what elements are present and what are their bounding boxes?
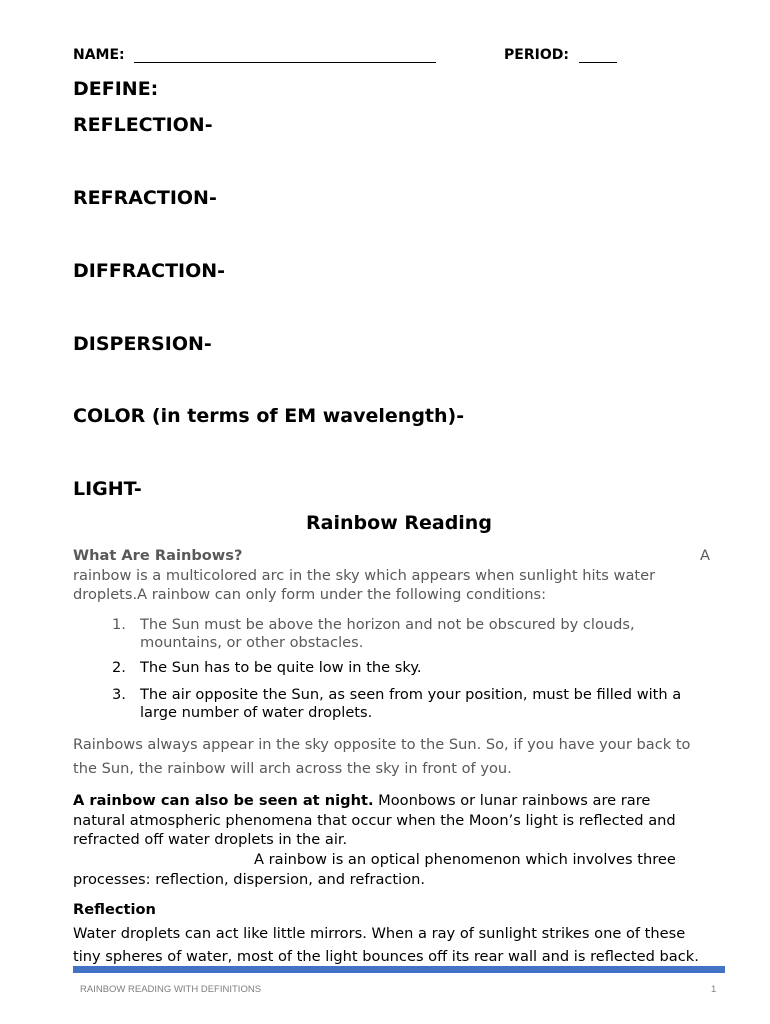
reading-title: Rainbow Reading [306,512,492,534]
opposite-line: the Sun, the rainbow will arch across the sky in front of you. [73,760,512,777]
condition-item [112,686,712,726]
term-color: COLOR (in terms of EM wavelength)- [73,405,465,427]
night-paragraph-line: refracted off water droplets in the air. [73,831,348,848]
list-number: 2. [112,659,126,676]
list-text: The Sun must be above the horizon and not be obscured by clouds, [140,616,635,633]
reflection-line: Water droplets can act like little mirrors. When a ray of sunlight strikes one of these [73,925,686,942]
footer-accent-bar [73,966,725,973]
intro-line: rainbow is a multicolored arc in the sky which appears when sunlight hits water [73,567,656,584]
condition-item [112,616,712,656]
name-blank-line [134,62,436,63]
period-blank-line [579,62,617,63]
list-number: 1. [112,616,126,633]
list-text: The Sun has to be quite low in the sky. [140,659,422,676]
night-bold-lead: A rainbow can also be seen at night. [73,792,374,809]
condition-item [112,659,712,679]
night-paragraph-line: natural atmospheric phenomena that occur when the Moon’s light is reflected and [73,812,676,829]
optical-line: A rainbow is an optical phenomenon which involves three [254,851,676,868]
page-number: 1 [711,984,717,995]
night-paragraph-line [73,791,713,811]
night-text: Moonbows or lunar rainbows are rare [373,792,651,809]
term-reflection: REFLECTION- [73,114,213,136]
term-refraction: REFRACTION- [73,187,217,209]
list-number: 3. [112,686,126,703]
reflection-heading: Reflection [73,901,156,918]
define-heading: DEFINE: [73,78,159,100]
list-text: mountains, or other obstacles. [140,634,364,651]
name-label: NAME: [73,47,125,63]
reflection-line: tiny spheres of water, most of the light bounces off its rear wall and is reflected back. [73,948,699,965]
optical-line: processes: reflection, dispersion, and refraction. [73,871,426,888]
opposite-line: Rainbows always appear in the sky opposite to the Sun. So, if you have your back to [73,736,691,753]
term-light: LIGHT- [73,478,142,500]
section-heading-what-are-rainbows: What Are Rainbows? [73,547,243,564]
list-text: large number of water droplets. [140,704,373,721]
term-diffraction: DIFFRACTION- [73,260,226,282]
footer-title: RAINBOW READING WITH DEFINITIONS [80,984,262,995]
term-dispersion: DISPERSION- [73,333,212,355]
period-label: PERIOD: [504,47,569,63]
intro-line: droplets.A rainbow can only form under the following conditions: [73,586,547,603]
intro-first-word: A [700,547,710,564]
list-text: The air opposite the Sun, as seen from your position, must be filled with a [140,686,682,703]
